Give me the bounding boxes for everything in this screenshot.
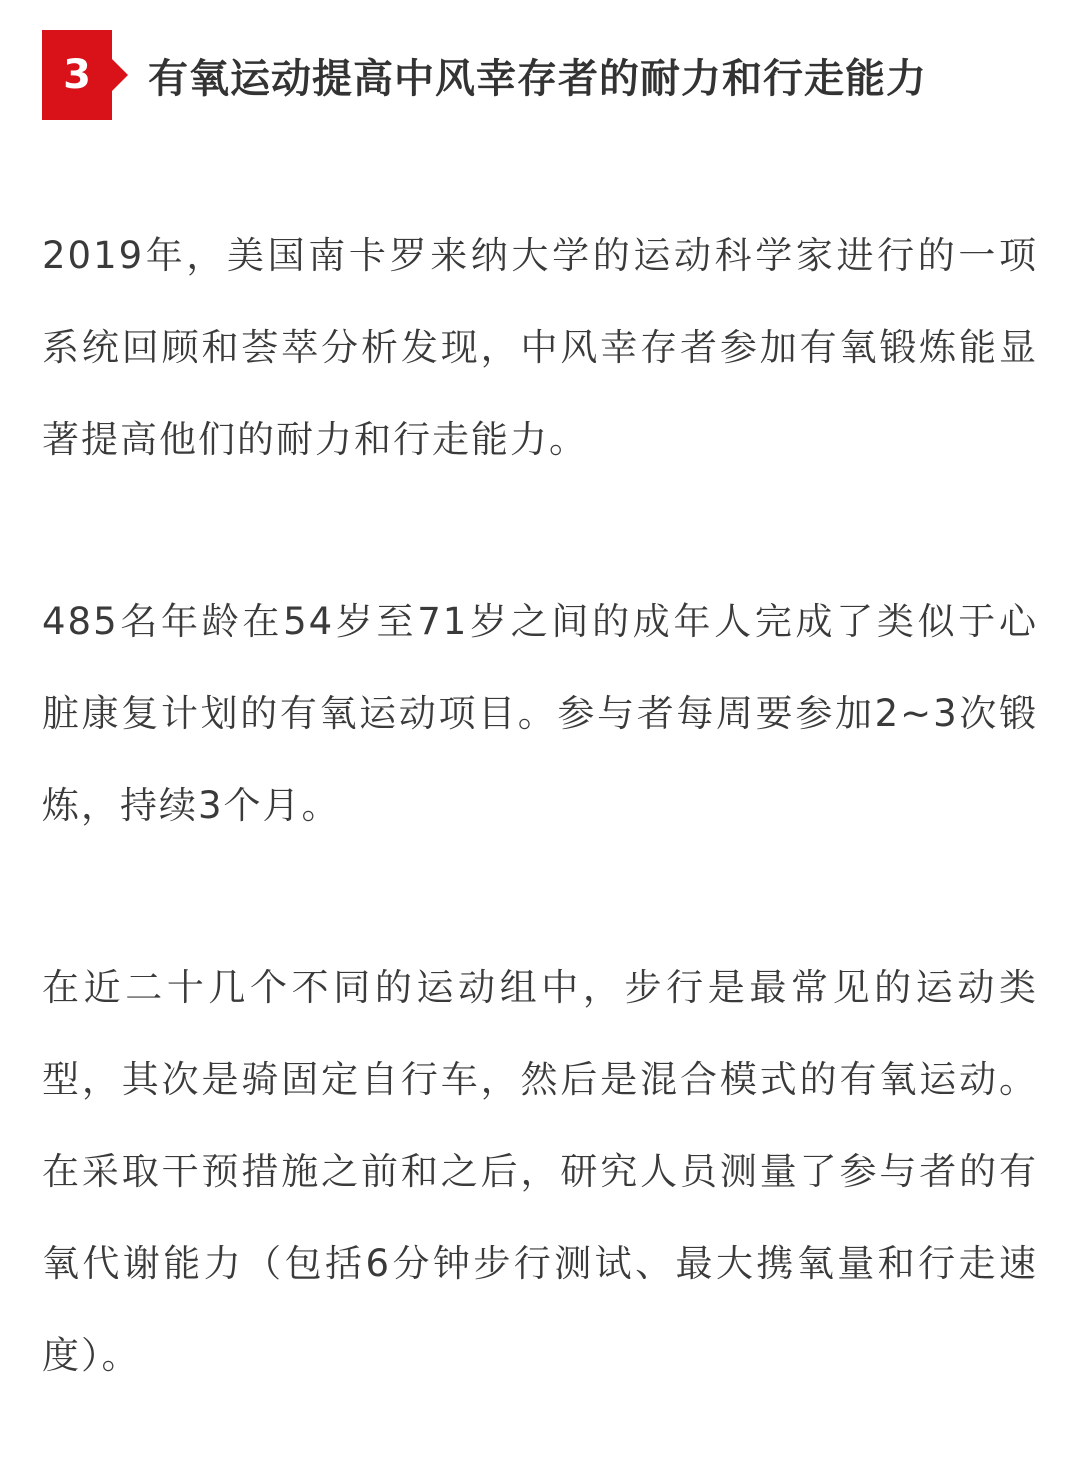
paragraph-participants: 485名年龄在54岁至71岁之间的成年人完成了类似于心脏康复计划的有氧运动项目。参与者每周要参加2~3次锻炼，持续3个月。 [42, 600, 1038, 827]
section-number: 3 [63, 52, 91, 98]
section-title: 有氧运动提高中风幸存者的耐力和行走能力 [148, 55, 927, 102]
section-number-badge [42, 30, 112, 120]
section-header [42, 30, 927, 120]
paragraph-exercise-types: 在近二十几个不同的运动组中，步行是最常见的运动类型，其次是骑固定自行车，然后是混合模式的有氧运动。在采取干预措施之前和之后，研究人员测量了参与者的有氧代谢能力（包括6分钟步行测试、最大携氧量和行走速度）。 [42, 966, 1038, 1377]
paragraph-study-summary: 2019年，美国南卡罗来纳大学的运动科学家进行的一项系统回顾和荟萃分析发现，中风幸存者参加有氧锻炼能显著提高他们的耐力和行走能力。 [42, 234, 1038, 461]
